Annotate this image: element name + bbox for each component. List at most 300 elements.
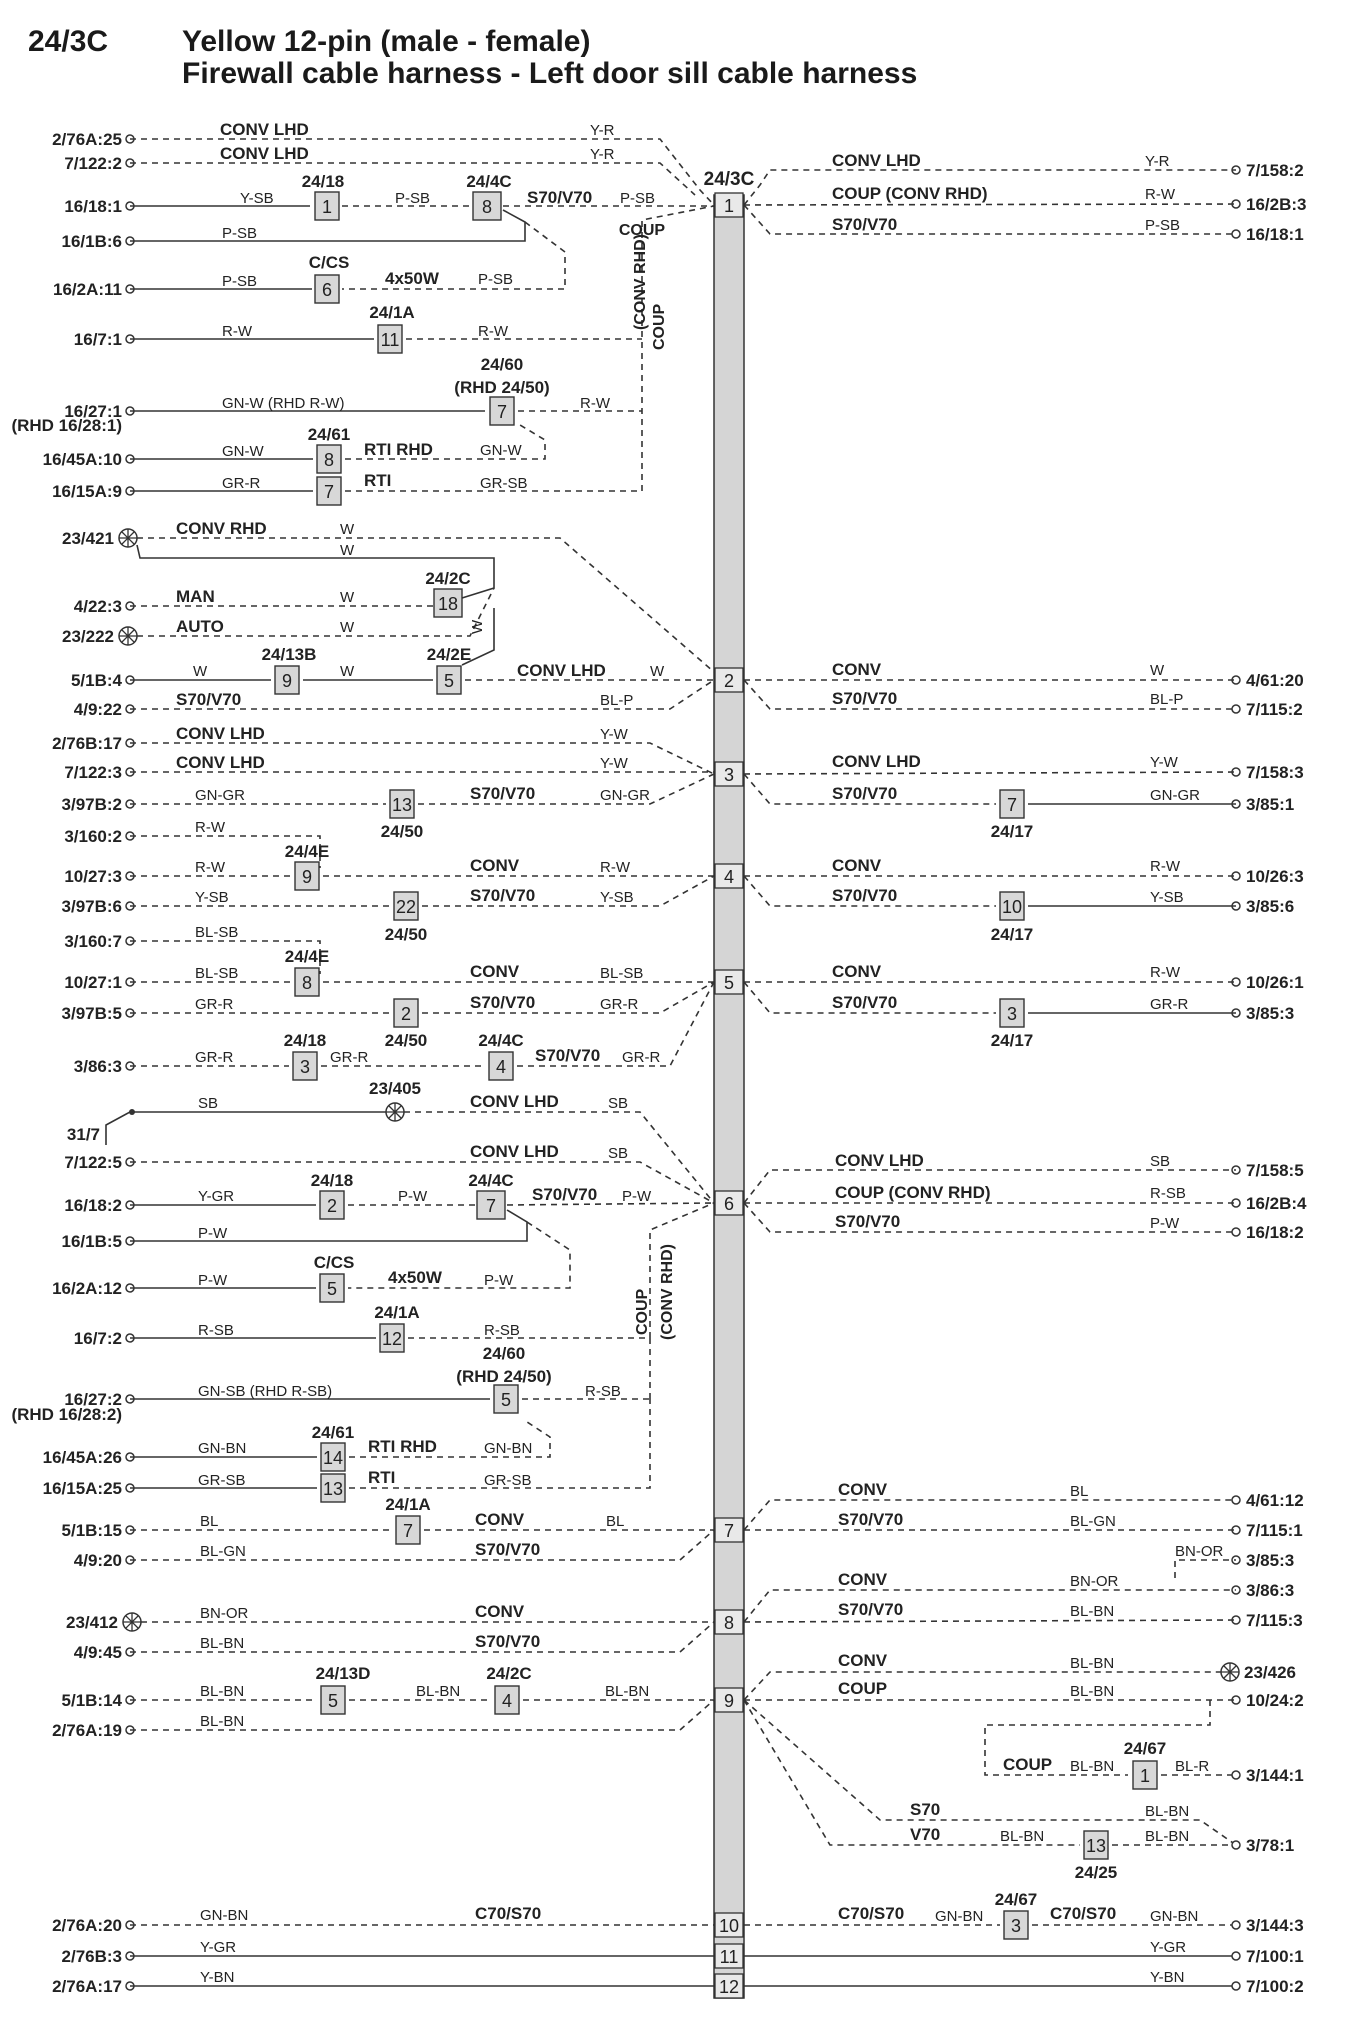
label-text: R-W [600,859,630,876]
label-text: R-W [195,859,225,876]
right-terminal-label: 3/78:1 [1246,1836,1295,1855]
label-text: 24/4C [478,1031,524,1050]
label-text: BL-BN [1070,1603,1115,1620]
connector-pin-number: 4 [723,867,735,887]
label-text: P-W [398,1188,428,1205]
label-text: 23/405 [369,1079,421,1098]
connector-pin-number: 10 [718,1916,740,1936]
label-text: CONV LHD [220,120,309,139]
label-text: Y-BN [200,1969,235,1986]
label-text: BL-BN [1070,1758,1115,1775]
left-terminal-label: 3/97B:2 [61,795,122,814]
left-terminal-label: 10/27:1 [64,973,122,992]
terminal-circle-icon [1232,1496,1240,1504]
left-terminal-label: 5/1B:15 [61,1521,122,1540]
label-text: P-SB [478,271,514,288]
label-text: R-SB [1150,1185,1186,1202]
label-text: W [340,542,355,559]
label-text: RTI RHD [368,1437,437,1456]
label-text: 24/61 [311,1423,355,1442]
left-terminal-label: 2/76A:17 [52,1977,122,1996]
left-terminal-label: 3/97B:6 [61,897,122,916]
wire-optional [342,222,565,289]
right-terminal-label: 3/85:3 [1246,1004,1295,1023]
left-terminal-label: 16/18:1 [64,197,122,216]
label-text: 4x50W [388,1268,442,1287]
intermediate-pin-number: 5 [443,671,455,691]
label-text: 24/13D [315,1664,371,1683]
label-text: GR-R [622,1049,661,1066]
ground-point-icon [119,627,137,645]
terminal-circle-icon [1232,705,1240,713]
label-text: BL-BN [1145,1828,1190,1845]
label-text: P-W [198,1225,228,1242]
label-text: 24/2E [426,645,472,664]
intermediate-pin-number: 9 [281,671,293,691]
label-text: Y-BN [1150,1969,1185,1986]
label-text: GR-R [1150,996,1189,1013]
right-terminal-label: 4/61:12 [1246,1491,1304,1510]
intermediate-pin-number: 7 [1006,795,1018,815]
intermediate-pin-number: 2 [326,1196,338,1216]
label-text: CONV [470,962,520,981]
label-text: COUP [1003,1755,1053,1774]
left-terminal-label: 4/9:45 [73,1643,122,1662]
right-terminal-label: 7/100:1 [1246,1947,1304,1966]
label-text: BN-OR [1175,1543,1224,1560]
left-terminal-label: 16/27:2 [64,1390,122,1409]
label-text: GR-R [195,1049,234,1066]
label-text: SB [1150,1153,1171,1170]
label-text: BL-BN [605,1683,650,1700]
intermediate-pin-number: 8 [323,450,335,470]
label-text: BL-BN [1000,1828,1045,1845]
left-terminal-label: 3/160:2 [64,827,122,846]
label-text: 4x50W [385,269,439,288]
label-text: 24/2C [486,1664,532,1683]
right-terminal-label: 3/86:3 [1246,1581,1295,1600]
intermediate-pin-number: 13 [322,1479,344,1499]
connector-id-heading: 24/3C [28,25,109,58]
label-text: Y-SB [195,889,229,906]
label-text: S70/V70 [470,784,536,803]
terminal-circle-icon [1232,1841,1240,1849]
intermediate-pin-number: 7 [402,1521,414,1541]
left-terminal-label: 16/18:2 [64,1196,122,1215]
wire-optional [418,774,714,804]
label-text: S70/V70 [832,215,898,234]
label-text: CONV LHD [176,753,265,772]
left-terminal-label: 5/1B:14 [61,1691,122,1710]
connector-pin-number: 12 [718,1977,740,1997]
right-terminal-label: 16/18:1 [1246,225,1304,244]
left-terminal-label: 3/160:7 [64,932,122,951]
right-terminal-label: 16/2B:4 [1246,1194,1307,1213]
intermediate-pin-number: 9 [301,867,313,887]
connector-pin-number: 11 [719,1947,739,1967]
label-text: (RHD 24/50) [454,378,550,397]
intermediate-pin-number: 1 [321,197,333,217]
intermediate-pin-number: 2 [400,1004,412,1024]
label-text: GN-SB (RHD R-SB) [198,1383,333,1400]
label-text: 24/18 [310,1171,354,1190]
label-text: P-SB [395,190,431,207]
left-terminal-label: 16/2A:11 [53,280,122,299]
label-text: Y-R [1145,153,1170,170]
label-text: CONV [832,856,882,875]
label-text: P-W [622,1188,652,1205]
left-terminal-label: 2/76B:17 [52,734,122,753]
label-text: BL-BN [1070,1655,1115,1672]
label-text: W [193,663,208,680]
connector-pin-number: 8 [723,1613,735,1633]
terminal-circle-icon [1232,1952,1240,1960]
label-text: CONV LHD [832,151,921,170]
label-text: BN-OR [200,1605,249,1622]
intermediate-pin-number: 7 [496,402,508,422]
label-text: Y-GR [1150,1939,1187,1956]
label-text: 24/1A [374,1303,420,1322]
left-terminal-label: 3/97B:5 [61,1004,122,1023]
label-text: S70/V70 [475,1632,541,1651]
label-text: R-W [478,323,508,340]
label-text: CONV LHD [517,661,606,680]
label-text: Y-SB [600,889,634,906]
label-text: BL [200,1513,219,1530]
left-terminal-label: 4/9:22 [73,700,122,719]
label-text: S70/V70 [532,1185,598,1204]
label-text: Y-SB [1150,889,1184,906]
label-text: CONV [838,1651,888,1670]
right-terminal-label: 10/26:1 [1246,973,1304,992]
label-text: R-W [1145,186,1175,203]
title-line-2: Firewall cable harness - Left door sill cable harness [182,57,918,90]
label-text: RTI [364,471,392,490]
label-text: R-W [1150,964,1180,981]
label-text: P-W [1150,1215,1180,1232]
intermediate-pin-number: 12 [381,1329,403,1349]
label-text: GN-BN [198,1440,247,1457]
label-text: COUP [651,303,668,350]
label-text: W [469,619,486,634]
terminal-circle-icon [1232,1771,1240,1779]
label-text: BL-BN [200,1635,245,1652]
label-text: S70/V70 [535,1046,601,1065]
label-text: 24/17 [990,925,1034,944]
label-text: 24/25 [1074,1863,1118,1882]
left-terminal-label: 2/76B:3 [61,1947,122,1966]
right-terminal-label: 7/158:5 [1246,1161,1304,1180]
label-text: 24/60 [480,355,524,374]
label-text: RTI RHD [364,440,433,459]
label-text: S70/V70 [176,690,242,709]
label-text: S70/V70 [838,1510,904,1529]
intermediate-pin-number: 8 [481,197,493,217]
label-text: 24/18 [283,1031,327,1050]
label-text: W [340,663,355,680]
ground-terminal-label: 23/426 [1244,1663,1296,1682]
label-text: P-SB [620,190,656,207]
label-text: CONV RHD [176,519,267,538]
ground-terminal-label: 23/222 [62,627,114,646]
terminal-circle-icon [1232,230,1240,238]
label-text: 24/18 [301,172,345,191]
label-text: GR-R [330,1049,369,1066]
label-text: Y-SB [240,190,274,207]
label-text: W [1150,662,1165,679]
wire-optional [422,876,714,906]
right-terminal-label: 16/18:2 [1246,1223,1304,1242]
label-text: S70 [910,1800,941,1819]
label-text: BN-OR [1070,1573,1119,1590]
label-text: GN-BN [1150,1908,1199,1925]
label-text: P-W [484,1272,514,1289]
label-text: BL-P [600,692,634,709]
label-text: BL [606,1513,625,1530]
label-text: BL-BN [1070,1683,1115,1700]
intermediate-pin-number: 6 [321,280,333,300]
left-terminal-label: 2/76A:19 [52,1721,122,1740]
label-text: 24/2C [425,569,471,588]
label-text: 24/60 [482,1344,526,1363]
label-text: 24/61 [307,425,351,444]
label-text: (CONV RHD) [632,234,649,330]
left-terminal-label: 4/9:20 [73,1551,122,1570]
right-terminal-label: 3/85:3 [1246,1551,1295,1570]
label-text: SB [608,1095,629,1112]
left-terminal-label: 2/76A:25 [52,130,122,149]
connector-pin-number: 5 [723,973,735,993]
right-terminal-label: 3/144:3 [1246,1916,1304,1935]
label-text: GR-R [222,475,261,492]
wire-optional [422,982,714,1013]
label-text: CONV [838,1570,888,1589]
ground-terminal-label: 23/412 [66,1613,118,1632]
label-text: GN-BN [484,1440,533,1457]
label-text: C/CS [313,1253,355,1272]
label-text: COUP [618,222,666,239]
left-terminal-label: 16/1B:6 [61,232,122,251]
intermediate-pin-number: 10 [1001,897,1023,917]
intermediate-pin-number: 7 [323,482,335,502]
label-text: S70/V70 [470,886,536,905]
left-terminal-label: 16/2A:12 [52,1279,122,1298]
left-terminal-label: 16/7:2 [73,1329,122,1348]
label-text: BL-R [1175,1758,1210,1775]
right-terminal-label: 3/85:1 [1246,795,1295,814]
ground-point-icon [119,529,137,547]
label-text: RTI [368,1468,396,1487]
label-text: R-W [580,395,610,412]
label-text: SB [608,1145,629,1162]
label-text: GN-W [222,443,264,460]
label-text: R-SB [585,1383,621,1400]
label-text: P-SB [222,273,258,290]
intermediate-pin-number: 5 [500,1390,512,1410]
right-terminal-label: 7/158:3 [1246,763,1304,782]
label-text: Y-GR [200,1939,237,1956]
intermediate-pin-number: 1 [1139,1766,1151,1786]
intermediate-pin-number: 18 [437,594,459,614]
label-text: 24/1A [385,1495,431,1514]
connector-pin-number: 9 [723,1691,735,1711]
label-text: S70/V70 [475,1540,541,1559]
connector-pin-number: 2 [723,671,735,691]
left-terminal-label: 7/122:3 [64,763,122,782]
label-text: CONV [832,962,882,981]
right-terminal-label: 3/85:6 [1246,897,1295,916]
label-text: Y-W [600,755,628,772]
label-text: BL-BN [416,1683,461,1700]
right-terminal-label: 10/24:2 [1246,1691,1304,1710]
label-text: BL-BN [1145,1803,1190,1820]
label-text: GR-R [600,996,639,1013]
label-text: 24/13B [261,645,317,664]
label-text: S70/V70 [832,689,898,708]
label-text: R-W [195,819,225,836]
label-text: Y-R [590,122,615,139]
label-text: COUP [634,1288,651,1335]
label-text: CONV LHD [220,144,309,163]
label-text: CONV [470,856,520,875]
right-terminal-label: 7/158:2 [1246,161,1304,180]
left-terminal-label: 16/15A:25 [42,1479,122,1498]
label-text: C70/S70 [838,1904,905,1923]
label-text: S70/V70 [527,188,593,207]
terminal-circle-icon [1232,1228,1240,1236]
label-text: BL [1070,1483,1089,1500]
intermediate-pin-number: 4 [495,1057,507,1077]
intermediate-pin-number: 3 [1006,1004,1018,1024]
left-terminal-label: 5/1B:4 [70,671,122,690]
label-text: R-SB [198,1322,234,1339]
label-text: W [340,521,355,538]
intermediate-pin-number: 5 [327,1691,339,1711]
label-text: CONV [475,1510,525,1529]
label-text: GR-SB [198,1472,246,1489]
right-terminal-label: 7/115:2 [1246,700,1303,719]
wire-optional [744,1500,1236,1530]
main-connector-body [714,195,744,1998]
label-text: P-SB [222,225,258,242]
wire-optional [348,1222,570,1288]
label-text: SB [198,1095,219,1112]
label-text: CONV [475,1602,525,1621]
label-text: GR-SB [480,475,528,492]
connector-pin-number: 7 [723,1521,735,1541]
intermediate-pin-number: 7 [485,1196,497,1216]
label-text: BL-SB [600,965,644,982]
label-text: Y-W [600,726,628,743]
label-text: GN-GR [600,787,650,804]
ground-point-icon [386,1103,404,1121]
label-text: MAN [176,587,215,606]
connector-pin-number: 3 [723,765,735,785]
label-text: GN-W [480,442,522,459]
left-terminal-label: 7/122:5 [64,1153,122,1172]
label-text: BL-GN [1070,1513,1116,1530]
label-text: COUP (CONV RHD) [832,184,988,203]
wire-optional [744,772,1236,774]
wire-optional [744,1672,1221,1700]
label-text: Y-W [1150,754,1178,771]
label-text: R-W [222,323,252,340]
intermediate-pin-number: 3 [1010,1916,1022,1936]
label-text: R-W [1150,858,1180,875]
connector-pin-number: 6 [723,1194,735,1214]
label-text: GN-W (RHD R-W) [222,395,345,412]
label-text: R-SB [484,1322,520,1339]
label-text: 24/50 [384,925,428,944]
label-text: GN-BN [935,1908,984,1925]
label-text: C/CS [308,253,350,272]
left-terminal-label: (RHD 16/28:1) [11,416,122,435]
label-text: BL-BN [200,1683,245,1700]
label-text: S70/V70 [832,886,898,905]
label-text: CONV [838,1480,888,1499]
left-terminal-label: 16/45A:26 [42,1448,122,1467]
right-terminal-label: 7/115:1 [1246,1521,1303,1540]
label-text: 24/4C [468,1171,514,1190]
label-text: S70/V70 [470,993,536,1012]
label-text: GR-SB [484,1472,532,1489]
label-text: W [340,619,355,636]
label-text: BL-GN [200,1543,246,1560]
label-text: W [650,663,665,680]
ground-point-icon [123,1613,141,1631]
ground-terminal-label: 23/421 [62,529,114,548]
main-connector-label: 24/3C [703,169,755,190]
label-text: 24/17 [990,822,1034,841]
label-text: GN-BN [200,1907,249,1924]
left-terminal-label: 3/86:3 [73,1057,122,1076]
left-terminal-label: 16/27:1 [64,402,122,421]
label-text: P-W [198,1272,228,1289]
label-text: 24/50 [380,822,424,841]
label-text: S70/V70 [832,784,898,803]
label-text: 24/4E [284,947,330,966]
left-terminal-label: 7/122:2 [64,154,122,173]
label-text: 24/4C [466,172,512,191]
wire-optional [1175,1560,1236,1578]
intermediate-pin-number: 13 [391,795,413,815]
label-text: S70/V70 [835,1212,901,1231]
label-text: GN-GR [1150,787,1200,804]
label-text: 24/67 [994,1890,1038,1909]
right-terminal-label: 3/144:1 [1246,1766,1304,1785]
wire-optional [744,1590,1236,1622]
left-terminal-label: (RHD 16/28:2) [11,1405,122,1424]
wire-optional [744,204,1236,205]
left-terminal-label: 10/27:3 [64,867,122,886]
connector-pin-number: 1 [723,196,735,216]
left-terminal-label: 16/1B:5 [61,1232,122,1251]
label-text: Y-GR [198,1188,235,1205]
left-terminal-label: 4/22:3 [73,597,122,616]
label-text: W [340,589,355,606]
label-text: P-SB [1145,217,1181,234]
right-terminal-label: 4/61:20 [1246,671,1304,690]
label-text: CONV [832,660,882,679]
title-line-1: Yellow 12-pin (male - female) [182,25,591,58]
label-text: BL-SB [195,924,239,941]
terminal-circle-icon [1232,1982,1240,1990]
label-text: GR-R [195,996,234,1013]
label-text: CONV LHD [176,724,265,743]
label-text: 24/67 [1123,1739,1167,1758]
intermediate-pin-number: 5 [326,1279,338,1299]
label-text: BL-SB [195,965,239,982]
